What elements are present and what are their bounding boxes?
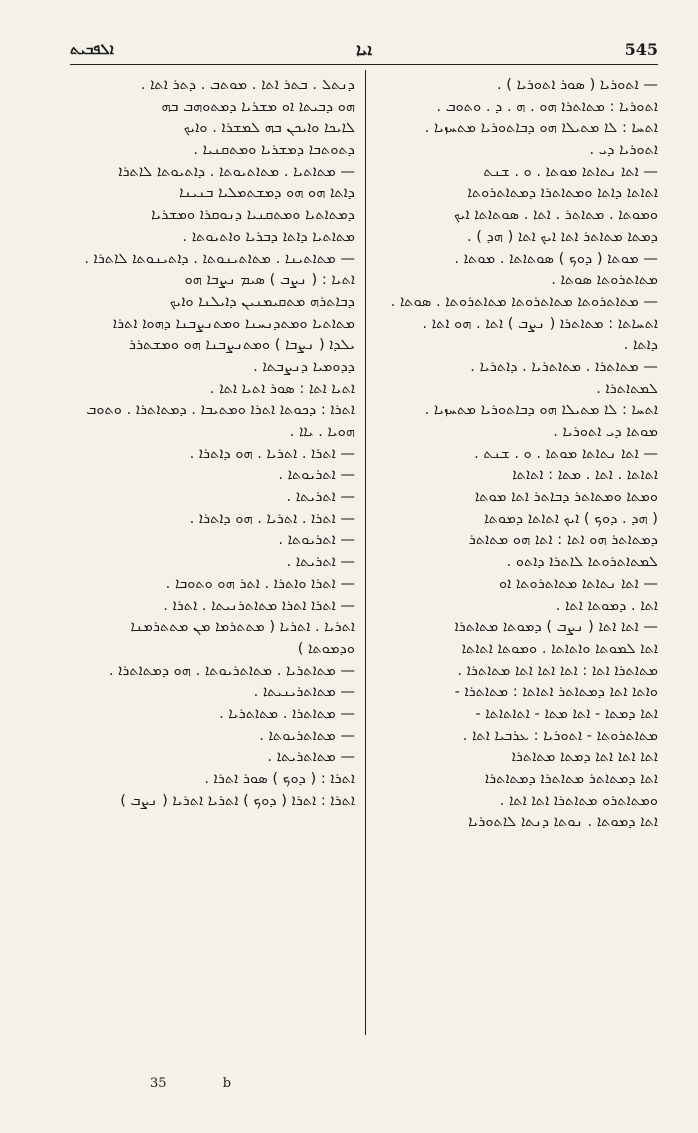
text-line: ܐܬܐ ܠܡܘܬܐ ܘܐܬܐܬܐ . ܘܡܘܬܐ ܐܬܐܬܐ — [461, 639, 658, 657]
right-column — [375, 74, 658, 1032]
text-line: ܡܬܐܬܝܐ ܕܐܬܐ ܕܒܪܝܐ ܘܐܬܝܘܬܐ . — [182, 227, 355, 245]
text-line: ܕܡܬܐ ܡܬܐܬܪ ܐܬܐ ܐܝܟ ܐܬܐ ( ܗܕ ) . — [467, 227, 658, 245]
signature-mark: b — [222, 1076, 232, 1091]
text-line: ܐܬܝܐ : ( ܢܨܒ ) ܣܝܡ ܢܨܒܐ ܗܘ — [184, 271, 355, 289]
text-line: ܐܬܪܐ : ܐܬܪܐ ( ܕܘܟ ) ܐܬܪܝܐ ܐܬܪܝܐ ( ܢܨܒ ) — [120, 791, 355, 809]
text-line: ܗܘܝܐ . ܝܐܐ . — [289, 423, 355, 440]
text-line: — ܡܬܐܬܪܘܬܐ ܡܬܐܬܪܘܬܐ ܡܬܐܬܪܘܬܐ . ܣܘܬܐ . — [390, 292, 658, 310]
text-line: ܕܕܘܡܝܐ ܕܢܨܒܬܐ . — [253, 357, 355, 375]
text-line: — ܡܬܐܬܪܝܐ . ܡܬܐܬܪܝܘܬܐ . ܗܘ ܕܡܬܐܬܪܐ . — [108, 661, 355, 679]
text-line: ܘܡܬܐ ܘܡܬܐܬܪ ܕܒܐܬܪ ܐܬܐ ܡܘܬܐ — [474, 488, 658, 506]
page-number: 545 — [624, 40, 658, 59]
text-line: ܡܬܐܬܝܐ ܘܡܬܕܢܚܢܐ ܘܡܬܢܨܒܢܐ ܕܗܘܐ ܐܬܪܐ — [112, 314, 355, 332]
text-line: ܐܬܐ . ܕܡܘܬܐ ܐܬܐ . — [555, 596, 658, 614]
text-line: — ܐܬܪܐ ܘܐܬܪܐ . ܐܬܪ ܗܘ ܘܬܘܒܐ . — [165, 574, 355, 592]
text-line: ( ܗܕ . ܕܘܟ ) ܐܝܟ ܐܬܐܬܐ ܕܡܘܬܐ — [484, 509, 658, 527]
text-line: — ܐܬܪܝܬܐ . — [286, 553, 355, 571]
text-line: ܐܬܐ ܕܡܬܐܬܪ ܡܬܐܬܪܐ ܕܡܬܐܬܪܐ — [484, 770, 658, 787]
text-line: — ܐܬܪܐ ܐܬܪܐ ܡܬܐܬܪܢܝܬܐ . ܐܬܪܐ . — [163, 596, 355, 614]
text-line: ܐܬܪܝܐ . ܐܬܪܝܐ ( ܡܬܬܪܡܐ ܡܢ ܡܬܬܪܡܢܐ — [130, 618, 355, 636]
text-line: ܘܡܬܐܬܪܘ ܡܬܐܬܪܐ ܐܬܐ ܐܬܐ . — [499, 791, 658, 809]
header-center-title: ܐܝܐ — [356, 40, 372, 59]
text-line: ܘܕܡܘܬܐ ) — [297, 639, 355, 657]
header-left-title: ܐܠܦܒܝܬ — [70, 40, 114, 58]
text-line: — ܐܬܐ ܐܬܐ ( ܢܨܒ ) ܕܡܘܬܐ ܡܬܐܬܪܐ — [454, 618, 658, 636]
text-line: — ܡܬܐܬܪܐ . ܡܬܐܬܪܝܐ . ܕܐܬܪܝܐ . — [470, 357, 658, 375]
text-line: — ܐܬܪܝܘܬܐ . — [278, 531, 355, 549]
text-line: — ܡܬܐܬܝܢܐ . ܡܬܐܬܝܢܘܬܐ . ܕܐܬܝܢܘܬܐ ܠܐܬܪܐ . — [84, 249, 355, 267]
text-line: ܐܬܪܐ : ( ܕܘܟ ) ܣܘܪ ܐܬܪܐ . — [204, 770, 355, 787]
text-line: — ܐܬܪܐ . ܐܬܪܝܐ . ܗܘ ܕܐܬܪܐ . — [189, 509, 355, 527]
text-line: ܝܠܕܐ ( ܢܨܒܐ ) ܘܡܬܢܨܒܢܐ ܗܘ ܘܡܫܬܪܪ — [128, 336, 355, 354]
column-divider — [365, 70, 366, 1035]
text-line: — ܐܬܪܝܬܐ . — [286, 488, 355, 506]
text-line: ܘܐܬܐ ܐܬܐ ܕܡܬܐܬܪ ܐܬܐܬܐ : ܡܬܐܬܪܐ - — [454, 683, 658, 701]
text-line: — ܡܬܐܬܪܝܬܐ . — [267, 748, 355, 766]
text-line: ܕܐܬܐ ܗܘ ܗܘ ܕܡܫܬܡܠܝܐ ܒܢܝܢܐ — [179, 184, 355, 202]
text-line: ܐܬܝܐ ܐܬܐ : ܣܘܪ ܐܬܝܐ ܐܬܐ . — [209, 379, 355, 397]
text-line: ܐܬܚܐ : ܠܐ ܡܬܝܠܐ ܗܘ ܕܒܐܬܘܪܝܐ ܡܬܚܙܝܐ . — [424, 401, 658, 419]
text-line: ܡܬܐܬܪܘܬܐ - ܐܬܘܪܝܐ : ܥܪܒܝܐ ܐܬܐ . — [462, 726, 658, 744]
text-line: ܐܬܐ ܕܡܬܐ - ܐܬܐ ܡܬܐ - ܐܬܐܬܐܬܐ - — [475, 704, 658, 722]
text-line: ܡܘܬܐ ܕܝ ܐܬܘܪܝܐ . — [553, 423, 658, 440]
text-line: — ܐܬܐ ܢܬܐܬܐ ܡܘܬܐ . ܘ . ܫܢܬ . — [474, 444, 658, 462]
text-line: ܠܐܝܟܐ ܘܐܝܟܢ ܒܗ ܠܡܫܪܐ . ܘܐܝܟ — [183, 119, 355, 137]
text-line: ܠܡܬܐܬܪܘܬܐ ܠܐܬܪܐ ܕܐܬܘ . — [506, 553, 658, 571]
text-line: ܗܘ ܕܒܝܬܐ ܐܘ ܡܫܪܝܐ ܕܡܬܘܗܒ ܒܗ — [161, 97, 355, 115]
text-line: — ܡܬܐܬܪܐ . ܡܬܐܬܪܝܐ . — [219, 704, 355, 722]
text-line: ܕܬܘܬܒܐ ܕܡܫܪܝܐ ܘܡܬܩܢܝܐ . — [193, 141, 355, 159]
page-footer — [150, 1076, 231, 1091]
text-line: — ܡܬܐܬܝܐ . ܡܬܐܬܝܘܬܐ . ܕܐܬܝܘܬܐ ܠܐܬܪܐ — [118, 162, 355, 180]
text-line: — ܐܬܪܝܘܬܐ . — [278, 466, 355, 484]
text-line: ܐܬܐܬܐ ܕܐܬܐ ܘܡܬܐܬܪܐ ܕܡܬܐܬܪܘܬܐ — [467, 184, 658, 202]
text-line: — ܡܘܬܐ ( ܕܘܟ ) ܣܘܬܐܬܐ . ܡܘܬܐ . — [454, 249, 658, 267]
text-line: ܐܬܘܪܝܐ ܕܝ . — [589, 141, 658, 159]
left-column — [70, 74, 355, 1032]
text-line: — ܐܬܐ ܢܬܐܬܐ ܡܬܐܬܪܘܬܐ ܐܘ — [498, 574, 658, 592]
text-line: ܐܬܚܐ : ܠܐ ܡܬܝܠܐ ܗܘ ܕܒܐܬܘܪܝܐ ܡܬܚܙܝܐ . — [424, 119, 658, 137]
text-line: ܡܬܐܬܪܐ ܐܬܐ : ܐܬܐ ܐܬܐ ܐܬܐ ܡܬܐܬܪܐ . — [457, 661, 658, 679]
text-line: ܐܬܐ ܕܡܘܬܐ . ܢܘܬܐ ܕܢܬܐ ܠܐܬܘܪܝܐ — [468, 813, 658, 831]
text-line: — ܡܬܐܬܪܝܢܝܬܐ . — [253, 683, 355, 701]
text-line: ܐܬܘܪܝܐ : ܡܬܐܬܪܐ ܗܘ . ܗ . ܕ . ܘܬܘܒ . — [436, 97, 658, 115]
text-line: ܐܬܐ ܐܬܐ ܐܬܐ ܕܡܬܐ ܡܬܐܬܪܐ — [511, 748, 658, 766]
text-line: ܕܒܐܬܪܗ ܡܬܩܝܡܢܝܢ ܕܐܝܠܢܐ ܘܐܝܟ — [169, 292, 355, 310]
text-line: ܐܬܚܐܬܐ : ܡܬܐܬܪܐ ( ܢܨܒ ) ܐܬܐ . ܗܘ ܐܬܐ . — [422, 314, 658, 332]
text-line: ܐܬܐܬܐ . ܐܬܐ . ܡܬܐ : ܐܬܐܬܐ — [512, 466, 658, 484]
text-line: ܐܬܪܐ : ܕܟܘܬܐ ܐܬܪܐ ܘܡܬܝܒܐ . ܕܡܬܐܬܪܐ . ܘܬܘܒ — [86, 401, 355, 419]
text-line: ܕܡܬܐܬܝܐ ܘܡܬܩܢܝܐ ܕܢܘܩܪܐ ܘܡܫܪܝܐ — [151, 206, 355, 224]
text-line: — ܡܬܐܬܪܝܘܬܐ . — [259, 726, 355, 744]
header-rule — [70, 64, 658, 65]
text-line: ܡܬܐܬܪܘܬܐ ܣܘܬܐ . — [551, 271, 658, 289]
text-line: — ܐܬܘܪܝܐ ( ܣܘܪ ܐܬܘܪܝܐ ) . — [496, 76, 658, 93]
text-line: ܘܡܘܬܐ . ܡܬܐܬܪ . ܐܬܐ . ܣܘܬܐܬܐ ܐܝܟ — [453, 206, 658, 224]
signature-number: 35 — [150, 1076, 167, 1091]
text-line: ܠܡܬܐܬܪܐ . — [596, 379, 658, 397]
text-line: ܕܢܬܠ . ܒܬܪ ܐܬܐ . ܡܘܬܒ . ܕܬܪ ܐܬܐ . — [140, 76, 355, 93]
text-line: ܕܡܬܐܬܪ ܗܘ ܐܬܐ : ܐܬܐ ܗܘ ܡܬܐܬܪ — [468, 531, 658, 549]
text-line: — ܐܬܐ ܢܬܐܬܐ ܡܘܬܐ . ܘ . ܫܢܬ — [483, 162, 658, 180]
text-line: — ܐܬܪܐ . ܐܬܪܝܐ . ܗܘ ܕܐܬܪܐ . — [189, 444, 355, 462]
text-line: ܕܐܬܐ . — [623, 336, 658, 354]
